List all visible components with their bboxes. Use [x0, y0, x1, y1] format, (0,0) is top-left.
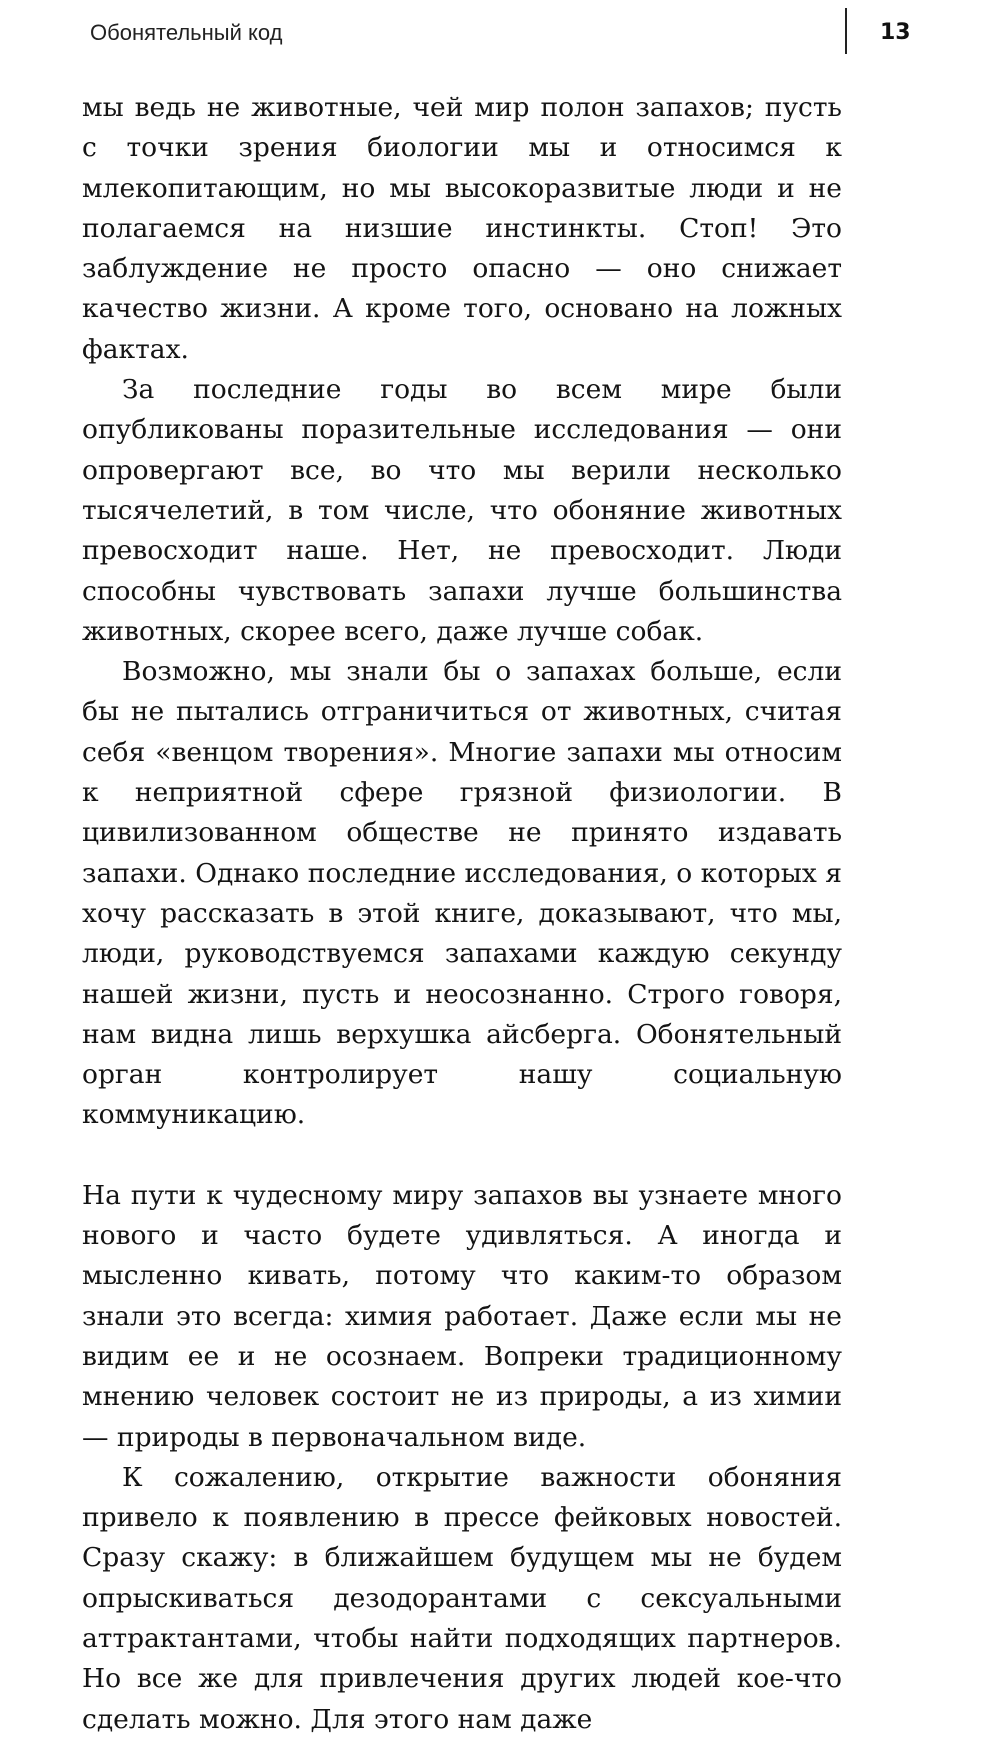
header-divider — [845, 8, 847, 54]
paragraph: К сожалению, открытие важности обоняния привело к появлению в прессе фейковых новостей. Сразу скажу: в ближайшем будущем мы не будем опрыскиваться дезодорантами с сексуальными аттрактантами, чтобы найти подходящих партнеров. Но все же для привлечения других людей кое-что сделать можно. Для этого нам даже — [82, 1461, 842, 1735]
paragraph-continued: мы ведь не животные, чей мир полон запахов; пусть с точки зрения биологии мы и относимся к млекопитающим, но мы высокоразвитые люди и не полагаемся на низшие инстинкты. Стоп! Это заблуждение не просто опасно — оно снижает качество жизни. А кроме того, основано на ложных фактах. — [82, 92, 842, 365]
body-text — [82, 88, 842, 1740]
paragraph: Возможно, мы знали бы о запахах больше, если бы не пытались отграничиться от животных, считая себя «венцом творения». Многие запахи мы относим к неприятной сфере грязной физиологии. В цивилизованном обществе не принято издавать запахи. Однако последние исследования, о которых я хочу рассказать в этой книге, доказывают, что мы, люди, руководствуемся запахами каждую секунду нашей жизни, пусть и неосознанно. Строго говоря, нам видна лишь верхушка айсберга. Обонятельный орган контролирует нашу социальную коммуникацию. — [82, 656, 842, 1131]
paragraph-section-start: На пути к чудесному миру запахов вы узнаете много нового и часто будете удивляться. А иногда и мысленно кивать, потому что каким-то образом знали это всегда: химия работает. Даже если мы не видим ее и не осознаем. Вопреки традиционному мнению человек состоит не из природы, а из химии — природы в первоначальном виде. — [82, 1179, 842, 1453]
page-number: 13 — [880, 20, 911, 45]
running-title: Обонятельный код — [90, 20, 283, 45]
paragraph: За последние годы во всем мире были опубликованы поразительные исследования — они опровергают все, во что мы верили несколько тысячелетий, в том числе, что обоняние животных превосходит наше. Нет, не превосходит. Люди способны чувствовать запахи лучше большинства животных, скорее всего, даже лучше собак. — [82, 374, 842, 647]
section-break — [82, 1136, 842, 1176]
